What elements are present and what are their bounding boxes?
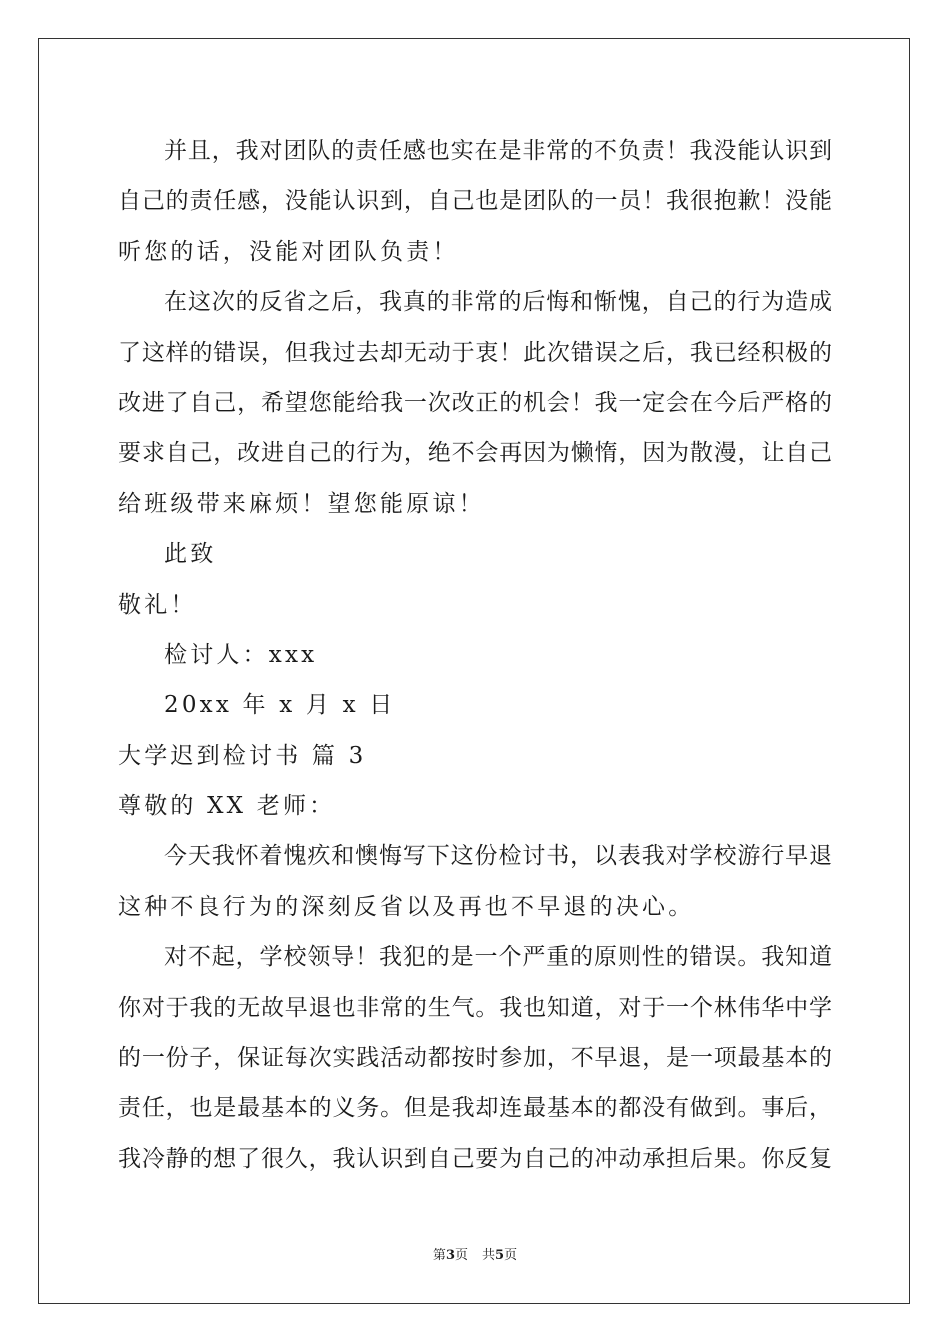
paragraph-line: 在这次的反省之后，我真的非常的后悔和惭愧，自己的行为造成 xyxy=(164,289,832,316)
signature-date: 20xx 年 x 月 x 日 xyxy=(164,692,396,719)
paragraph-line: 并且，我对团队的责任感也实在是非常的不负责！我没能认识到 xyxy=(164,138,832,164)
paragraph-line: 改进了自己，希望您能给我一次改正的机会！我一定会在今后严格的 xyxy=(118,389,832,416)
page-footer xyxy=(0,1246,950,1266)
paragraph-line: 的一份子，保证每次实践活动都按时参加，不早退，是一项最基本的 xyxy=(118,1045,832,1072)
page-prefix: 第 xyxy=(432,1248,446,1263)
paragraph-line: 自己的责任感，没能认识到，自己也是团队的一员！我很抱歉！没能 xyxy=(118,188,832,215)
paragraph-line: 对不起，学校领导！我犯的是一个严重的原则性的错误。我知道 xyxy=(164,944,832,971)
page-suffix: 页 xyxy=(454,1248,468,1263)
closing-regards: 敬礼！ xyxy=(118,591,197,618)
paragraph-line: 了这样的错误，但我过去却无动于衷！此次错误之后，我已经积极的 xyxy=(118,339,832,366)
paragraph-line: 听您的话，没能对团队负责！ xyxy=(118,238,459,265)
closing-salutation: 此致 xyxy=(164,541,217,568)
total-suffix: 页 xyxy=(504,1248,518,1263)
paragraph-line: 你对于我的无故早退也非常的生气。我也知道，对于一个林伟华中学 xyxy=(118,994,832,1021)
paragraph-line: 责任，也是最基本的义务。但是我却连最基本的都没有做到。事后， xyxy=(118,1095,832,1122)
paragraph-line: 给班级带来麻烦！望您能原谅！ xyxy=(118,490,485,517)
paragraph-line: 我冷静的想了很久，我认识到自己要为自己的冲动承担后果。你反复 xyxy=(118,1145,832,1172)
paragraph-line: 要求自己，改进自己的行为，绝不会再因为懒惰，因为散漫，让自己 xyxy=(118,440,832,467)
total-prefix: 共 xyxy=(482,1248,496,1263)
page-number: 3 xyxy=(445,1248,455,1263)
letter-greeting: 尊敬的 XX 老师： xyxy=(118,793,336,820)
signature-name: 检讨人：xxx xyxy=(164,641,318,668)
paragraph-line: 今天我怀着愧疚和懊悔写下这份检讨书，以表我对学校游行早退 xyxy=(164,843,832,870)
document-body xyxy=(118,126,832,1184)
total-pages: 5 xyxy=(495,1248,505,1263)
paragraph-line: 这种不良行为的深刻反省以及再也不早退的决心。 xyxy=(118,893,695,920)
section-heading: 大学迟到检讨书 篇 3 xyxy=(118,742,367,769)
